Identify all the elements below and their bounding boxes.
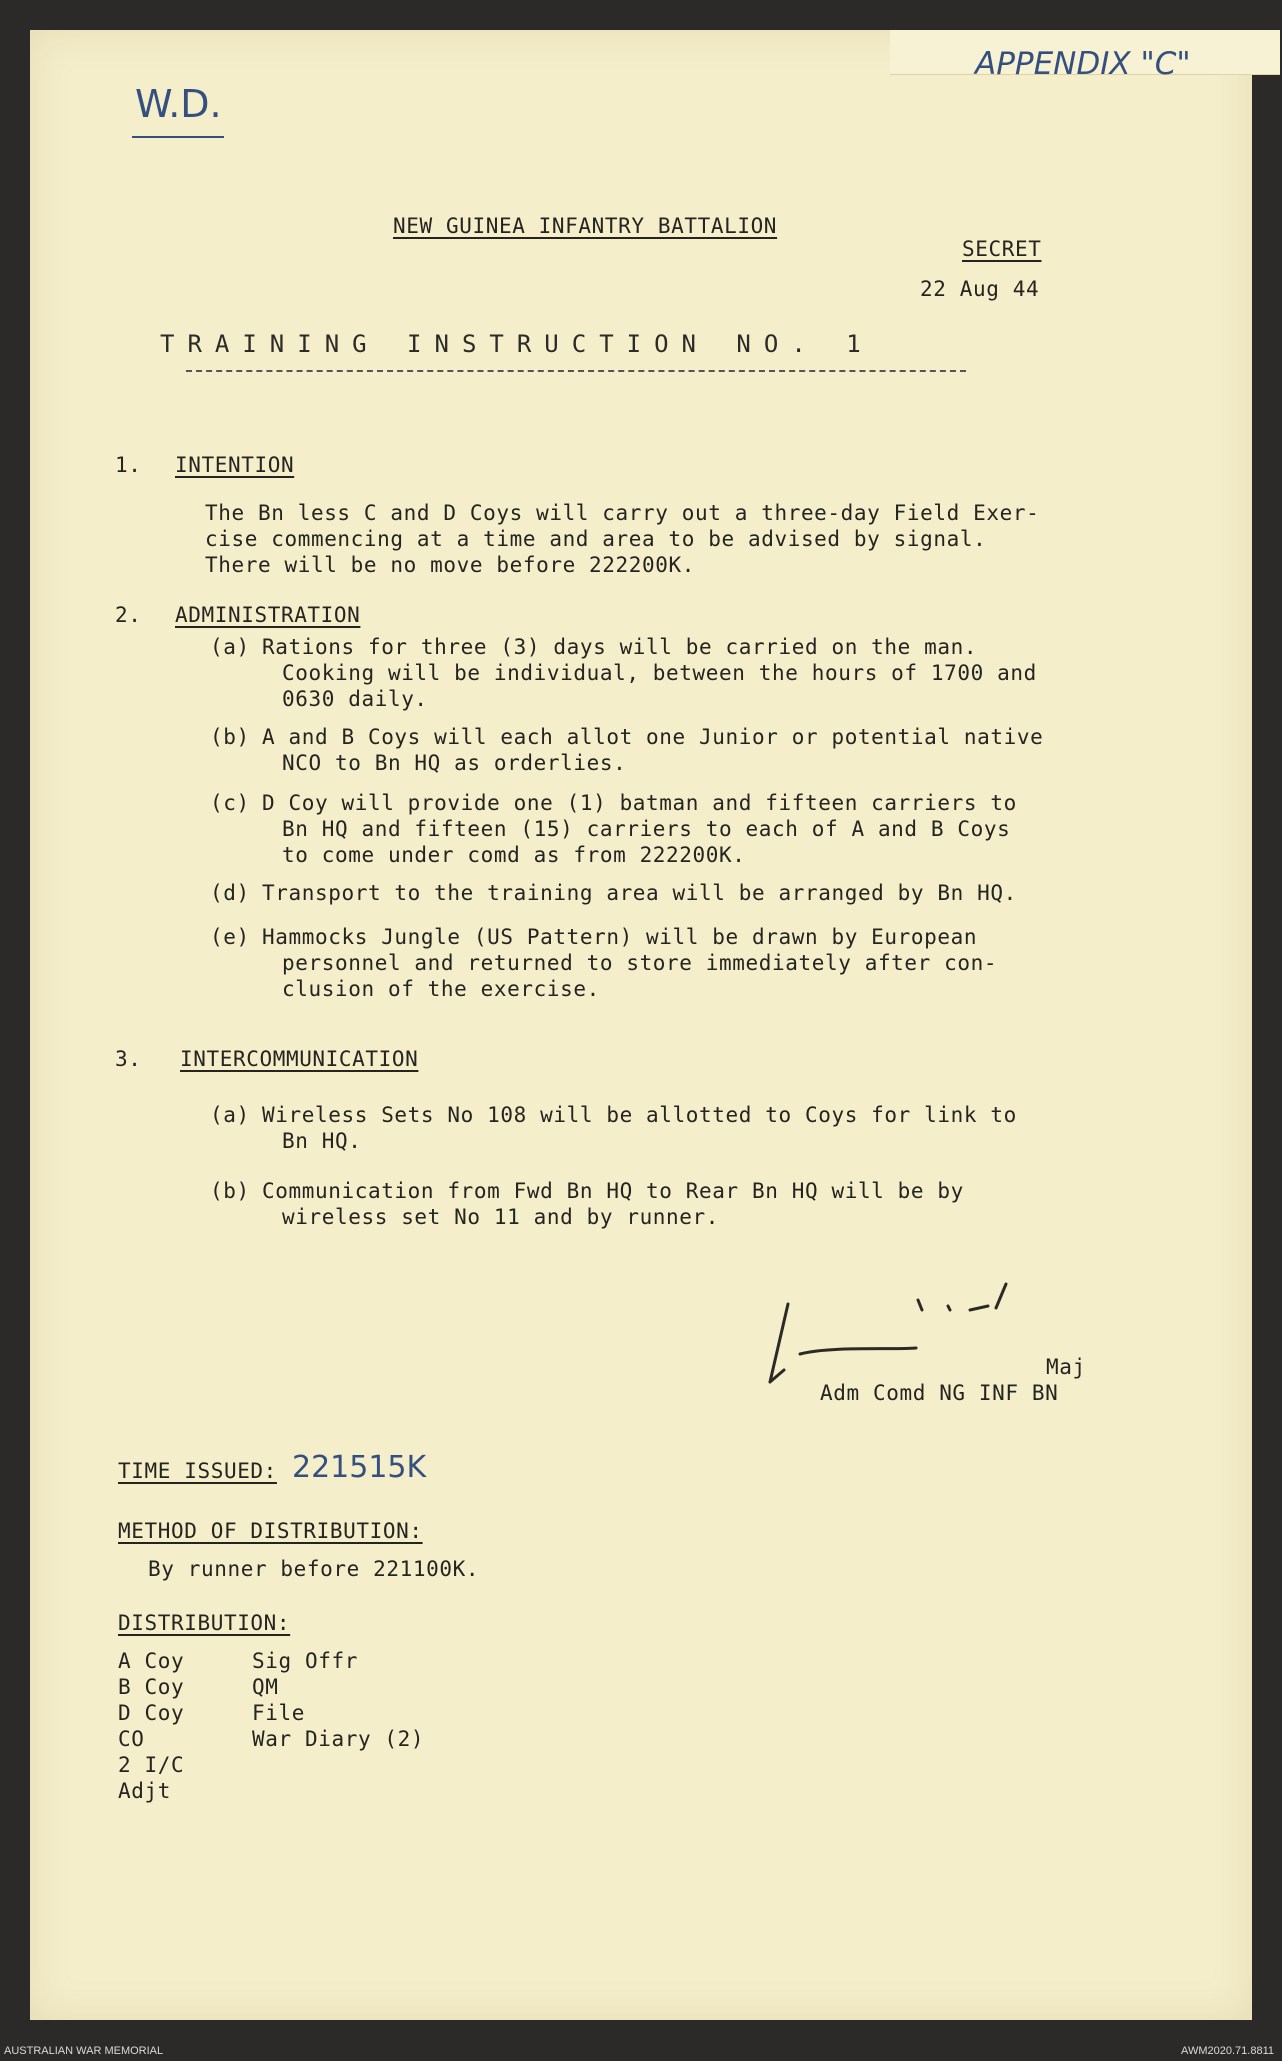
signature-title: Adm Comd NG INF BN (820, 1381, 1059, 1405)
distribution-item: 2 I/C (118, 1753, 185, 1777)
item-2c-line-3: to come under comd as from 222200K. (282, 843, 746, 867)
item-3a-line-1: Wireless Sets No 108 will be allotted to Coys for link to (262, 1103, 1017, 1127)
signature-rank: Maj (1046, 1355, 1086, 1379)
unit-title: NEW GUINEA INFANTRY BATTALION (393, 214, 778, 238)
item-2b-label: (b) (210, 725, 250, 749)
section-2-number: 2. (115, 603, 142, 627)
distribution-item: A Coy (118, 1649, 185, 1673)
item-2e-label: (e) (210, 925, 250, 949)
title-underline (186, 370, 966, 372)
distribution-item: War Diary (2) (252, 1727, 425, 1751)
method-text: By runner before 221100K. (148, 1557, 480, 1581)
annotation-appendix: APPENDIX "C" (975, 46, 1191, 82)
item-2d-label: (d) (210, 881, 250, 905)
section-1-title: INTENTION (175, 453, 295, 477)
item-3a-line-2: Bn HQ. (282, 1129, 362, 1153)
item-2c-label: (c) (210, 791, 250, 815)
item-2a-line-1: Rations for three (3) days will be carried on the man. (262, 635, 978, 659)
item-2c-line-1: D Coy will provide one (1) batman and fifteen carriers to (262, 791, 1017, 815)
distribution-item: B Coy (118, 1675, 185, 1699)
item-2a-line-2: Cooking will be individual, between the hours of 1700 and (282, 661, 1037, 685)
security-classification: SECRET (962, 237, 1042, 261)
item-2c-line-2: Bn HQ and fifteen (15) carriers to each of A and B Coys (282, 817, 1011, 841)
annotation-underline (132, 136, 224, 138)
method-title: METHOD OF DISTRIBUTION: (118, 1519, 423, 1543)
item-2b-line-1: A and B Coys will each allot one Junior or potential native (262, 725, 1044, 749)
time-issued-value: 221515K (292, 1450, 427, 1485)
item-3b-label: (b) (210, 1179, 250, 1203)
section-1-line-3: There will be no move before 222200K. (205, 553, 695, 577)
item-3b-line-2: wireless set No 11 and by runner. (282, 1205, 720, 1229)
distribution-title: DISTRIBUTION: (118, 1611, 291, 1635)
distribution-item: Sig Offr (252, 1649, 358, 1673)
item-2a-label: (a) (210, 635, 250, 659)
item-2a-line-3: 0630 daily. (282, 687, 428, 711)
distribution-item: Adjt (118, 1779, 171, 1803)
item-2b-line-2: NCO to Bn HQ as orderlies. (282, 751, 627, 775)
section-1-line-1: The Bn less C and D Coys will carry out a three-day Field Exer- (205, 501, 1040, 525)
section-1-number: 1. (115, 453, 142, 477)
item-3a-label: (a) (210, 1103, 250, 1127)
document-page (30, 30, 1252, 2020)
distribution-item: CO (118, 1727, 145, 1751)
annotation-wd: W.D. (135, 82, 222, 126)
document-date: 22 Aug 44 (920, 277, 1040, 301)
section-3-title: INTERCOMMUNICATION (180, 1047, 419, 1071)
distribution-item: File (252, 1701, 305, 1725)
item-2e-line-3: clusion of the exercise. (282, 977, 600, 1001)
distribution-item: QM (252, 1675, 279, 1699)
time-issued-label: TIME ISSUED: (118, 1459, 277, 1483)
section-1-line-2: cise commencing at a time and area to be advised by signal. (205, 527, 987, 551)
footer-reference: AWM2020.71.8811 (1181, 2045, 1274, 2057)
item-2e-line-2: personnel and returned to store immediately after con- (282, 951, 998, 975)
footer-source: AUSTRALIAN WAR MEMORIAL (4, 2045, 164, 2057)
item-2d-line-1: Transport to the training area will be arranged by Bn HQ. (262, 881, 1017, 905)
section-3-number: 3. (115, 1047, 142, 1071)
distribution-item: D Coy (118, 1701, 185, 1725)
item-3b-line-1: Communication from Fwd Bn HQ to Rear Bn HQ will be by (262, 1179, 964, 1203)
item-2e-line-1: Hammocks Jungle (US Pattern) will be drawn by European (262, 925, 978, 949)
document-title: TRAINING INSTRUCTION NO. 1 (160, 330, 874, 358)
section-2-title: ADMINISTRATION (175, 603, 361, 627)
